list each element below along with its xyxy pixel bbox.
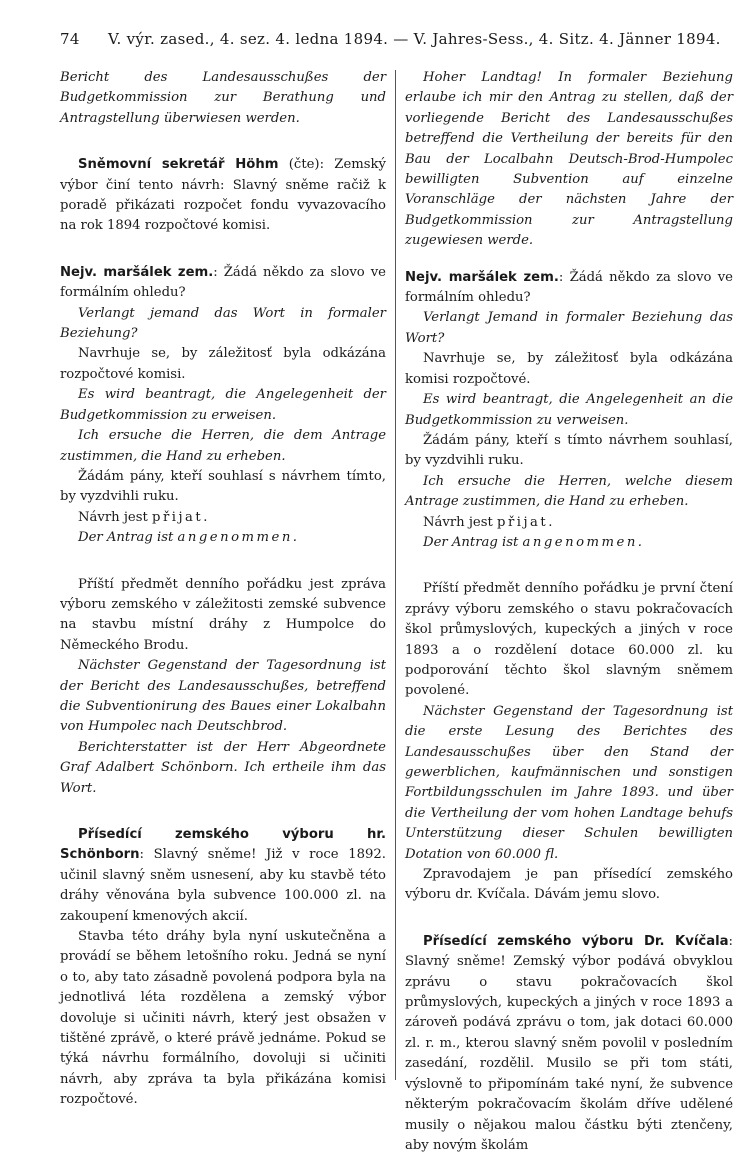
paragraph bbox=[405, 932, 733, 1156]
paragraph: Ich ersuche die Herren, welche diesem Antrage zustimmen, die Hand zu erheben. bbox=[405, 473, 733, 510]
paragraph: Stavba této dráhy byla nyní uskutečněna a provádí se během letošního roku. Jedná se nyní o to, aby tato zásadně povolená podpora byla na jednotlivá léta rozdělena a zemský výbor dovoluje si učiniti návrh, který jest obsažen v tištěné zprávě, o které právě jednáme. Pokud se týká návrhu formálního, dovoluji si učiniti návrh, aby zpráva ta byla přikázána komisi rozpočtové. bbox=[60, 929, 386, 1108]
page-number: 74 bbox=[60, 30, 80, 48]
left-column bbox=[60, 68, 386, 1111]
paragraph bbox=[405, 513, 733, 533]
emphasis-text: přijat. bbox=[152, 509, 210, 525]
speaker-name: Přísedící zemského výboru hr. Schönborn bbox=[60, 827, 386, 863]
paragraph-text: : Žádá někdo za slovo ve formálním ohledu? bbox=[60, 264, 386, 301]
paragraph: Berichterstatter ist der Herr Abgeordnete Graf Adalbert Schönborn. Ich ertheile ihm das Wort. bbox=[60, 739, 386, 796]
page-header bbox=[60, 30, 721, 54]
paragraph-text: Der Antrag ist bbox=[423, 534, 523, 550]
paragraph-text: Návrh jest bbox=[78, 509, 152, 525]
paragraph bbox=[405, 268, 733, 309]
paragraph-text: (čte): Zemský výbor činí tento návrh: Slavný sněme račiž k poradě přikázati rozpočet fondu vyvazovacího na rok 1894 rozpočtové komisi. bbox=[60, 157, 386, 234]
paragraph: Žádám pány, kteří s tímto návrhem souhlasí, by vyzdvihli ruku. bbox=[405, 432, 733, 469]
paragraph-text: Der Antrag ist bbox=[78, 530, 178, 546]
paragraph-text: Návrh jest bbox=[423, 514, 497, 530]
paragraph: Hoher Landtag! In formaler Beziehung erlaube ich mir den Antrag zu stellen, daß der vorliegende Bericht des Landesausschußes betreffend die Vertheilung der bereits für den Bau der Localbahn Deutsch-Brod-Humpolec bewilligten Subvention auf einzelne Voranschläge der nächsten Jahre der Budgetkommission zur Antragstellung zugewiesen werde. bbox=[405, 70, 733, 249]
paragraph: Es wird beantragt, die Angelegenheit an die Budgetkommission zu verweisen. bbox=[405, 392, 733, 428]
running-title: V. výr. zased., 4. sez. 4. ledna 1894. — V. Jahres-Sess., 4. Sitz. 4. Jänner 1894. bbox=[108, 30, 721, 48]
paragraph bbox=[60, 508, 386, 528]
speaker-name: Přísedící zemského výboru Dr. Kvíčala bbox=[423, 933, 729, 949]
speaker-name: Nejv. maršálek zem. bbox=[60, 264, 214, 280]
paragraph: Bericht des Landesausschußes der Budgetkommission zur Berathung und Antragstellung überwiesen werden. bbox=[60, 70, 386, 126]
paragraph: Nächster Gegenstand der Tagesordnung ist der Bericht des Landesausschußes, betreffend die Subventionirung des Baues einer Lokalbahn von Humpolec nach Deutschbrod. bbox=[60, 658, 386, 735]
emphasis-text: angenommen. bbox=[522, 534, 645, 550]
paragraph bbox=[60, 528, 386, 548]
emphasis-text: angenommen. bbox=[177, 530, 300, 546]
speaker-name: Nejv. maršálek zem. bbox=[405, 269, 559, 285]
paragraph: Příští předmět denního pořádku jest zpráva výboru zemského v záležitosti zemské subvence na stavbu místní dráhy z Humpolce do Německého Brodu. bbox=[60, 576, 386, 653]
paragraph: Verlangt jemand das Wort in formaler Beziehung? bbox=[60, 305, 386, 342]
paragraph bbox=[60, 155, 386, 237]
paragraph-text: : Žádá někdo za slovo ve formálním ohledu? bbox=[405, 269, 733, 306]
paragraph-text: : Slavný sněme! Již v roce 1892. učinil slavný sněm usnesení, aby ku stavbě této dráhy věnována byla subvence 100.000 zl. na zakoupení kmenových akcií. bbox=[60, 847, 386, 924]
paragraph: Navrhuje se, by záležitosť byla odkázána rozpočtové komisi. bbox=[60, 346, 386, 382]
column-divider bbox=[395, 70, 396, 1080]
paragraph bbox=[60, 825, 386, 927]
paragraph bbox=[60, 263, 386, 304]
right-column bbox=[405, 68, 733, 1156]
speaker-name: Sněmovní sekretář Höhm bbox=[78, 157, 279, 173]
paragraph: Příští předmět denního pořádku je první čtení zprávy výboru zemského o stavu pokračovacích škol průmyslových, kupeckých a jiných v roce 1893 a o rozdělení dotace 60.000 zl. ku podporování těchto škol slavným sněmem povolené. bbox=[405, 581, 733, 699]
paragraph: Navrhuje se, by záležitosť byla odkázána komisi rozpočtové. bbox=[405, 351, 733, 387]
paragraph: Nächster Gegenstand der Tagesordnung ist die erste Lesung des Berichtes des Landesausschußes über den Stand der gewerblichen, kaufmännischen und sonstigen Fortbildungsschulen im Jahre 1893. und über die Vertheilung der vom hohen Landtage behufs Unterstützung dieser Schulen bewilligten Dotation von 60.000 fl. bbox=[405, 703, 733, 862]
paragraph-text: : Slavný sněme! Zemský výbor podává obvyklou zprávu o stavu pokračovacích škol průmyslových, kupeckých a jiných v roce 1893 a zároveň podává zprávu o tom, jak dotaci 60.000 zl. r. m., kterou slavný sněm povolil v posledním zasedání, rozdělil. Musilo se při tom státi, výslovně to připomínám také nyní, že subvence některým pokračovacím školám dříve udělené musily o nějakou malou částku býti ztenčeny, aby novým školám bbox=[405, 933, 733, 1153]
paragraph: Zpravodajem je pan přísedící zemského výboru dr. Kvíčala. Dávám jemu slovo. bbox=[405, 867, 733, 903]
emphasis-text: přijat. bbox=[497, 514, 555, 530]
paragraph: Es wird beantragt, die Angelegenheit der Budgetkommission zu erweisen. bbox=[60, 387, 386, 423]
paragraph bbox=[405, 533, 733, 553]
paragraph: Žádám pány, kteří souhlasí s návrhem tímto, by vyzdvihli ruku. bbox=[60, 468, 386, 505]
paragraph: Ich ersuche die Herren, die dem Antrage zustimmen, die Hand zu erheben. bbox=[60, 428, 386, 464]
paragraph: Verlangt Jemand in formaler Beziehung das Wort? bbox=[405, 310, 733, 346]
